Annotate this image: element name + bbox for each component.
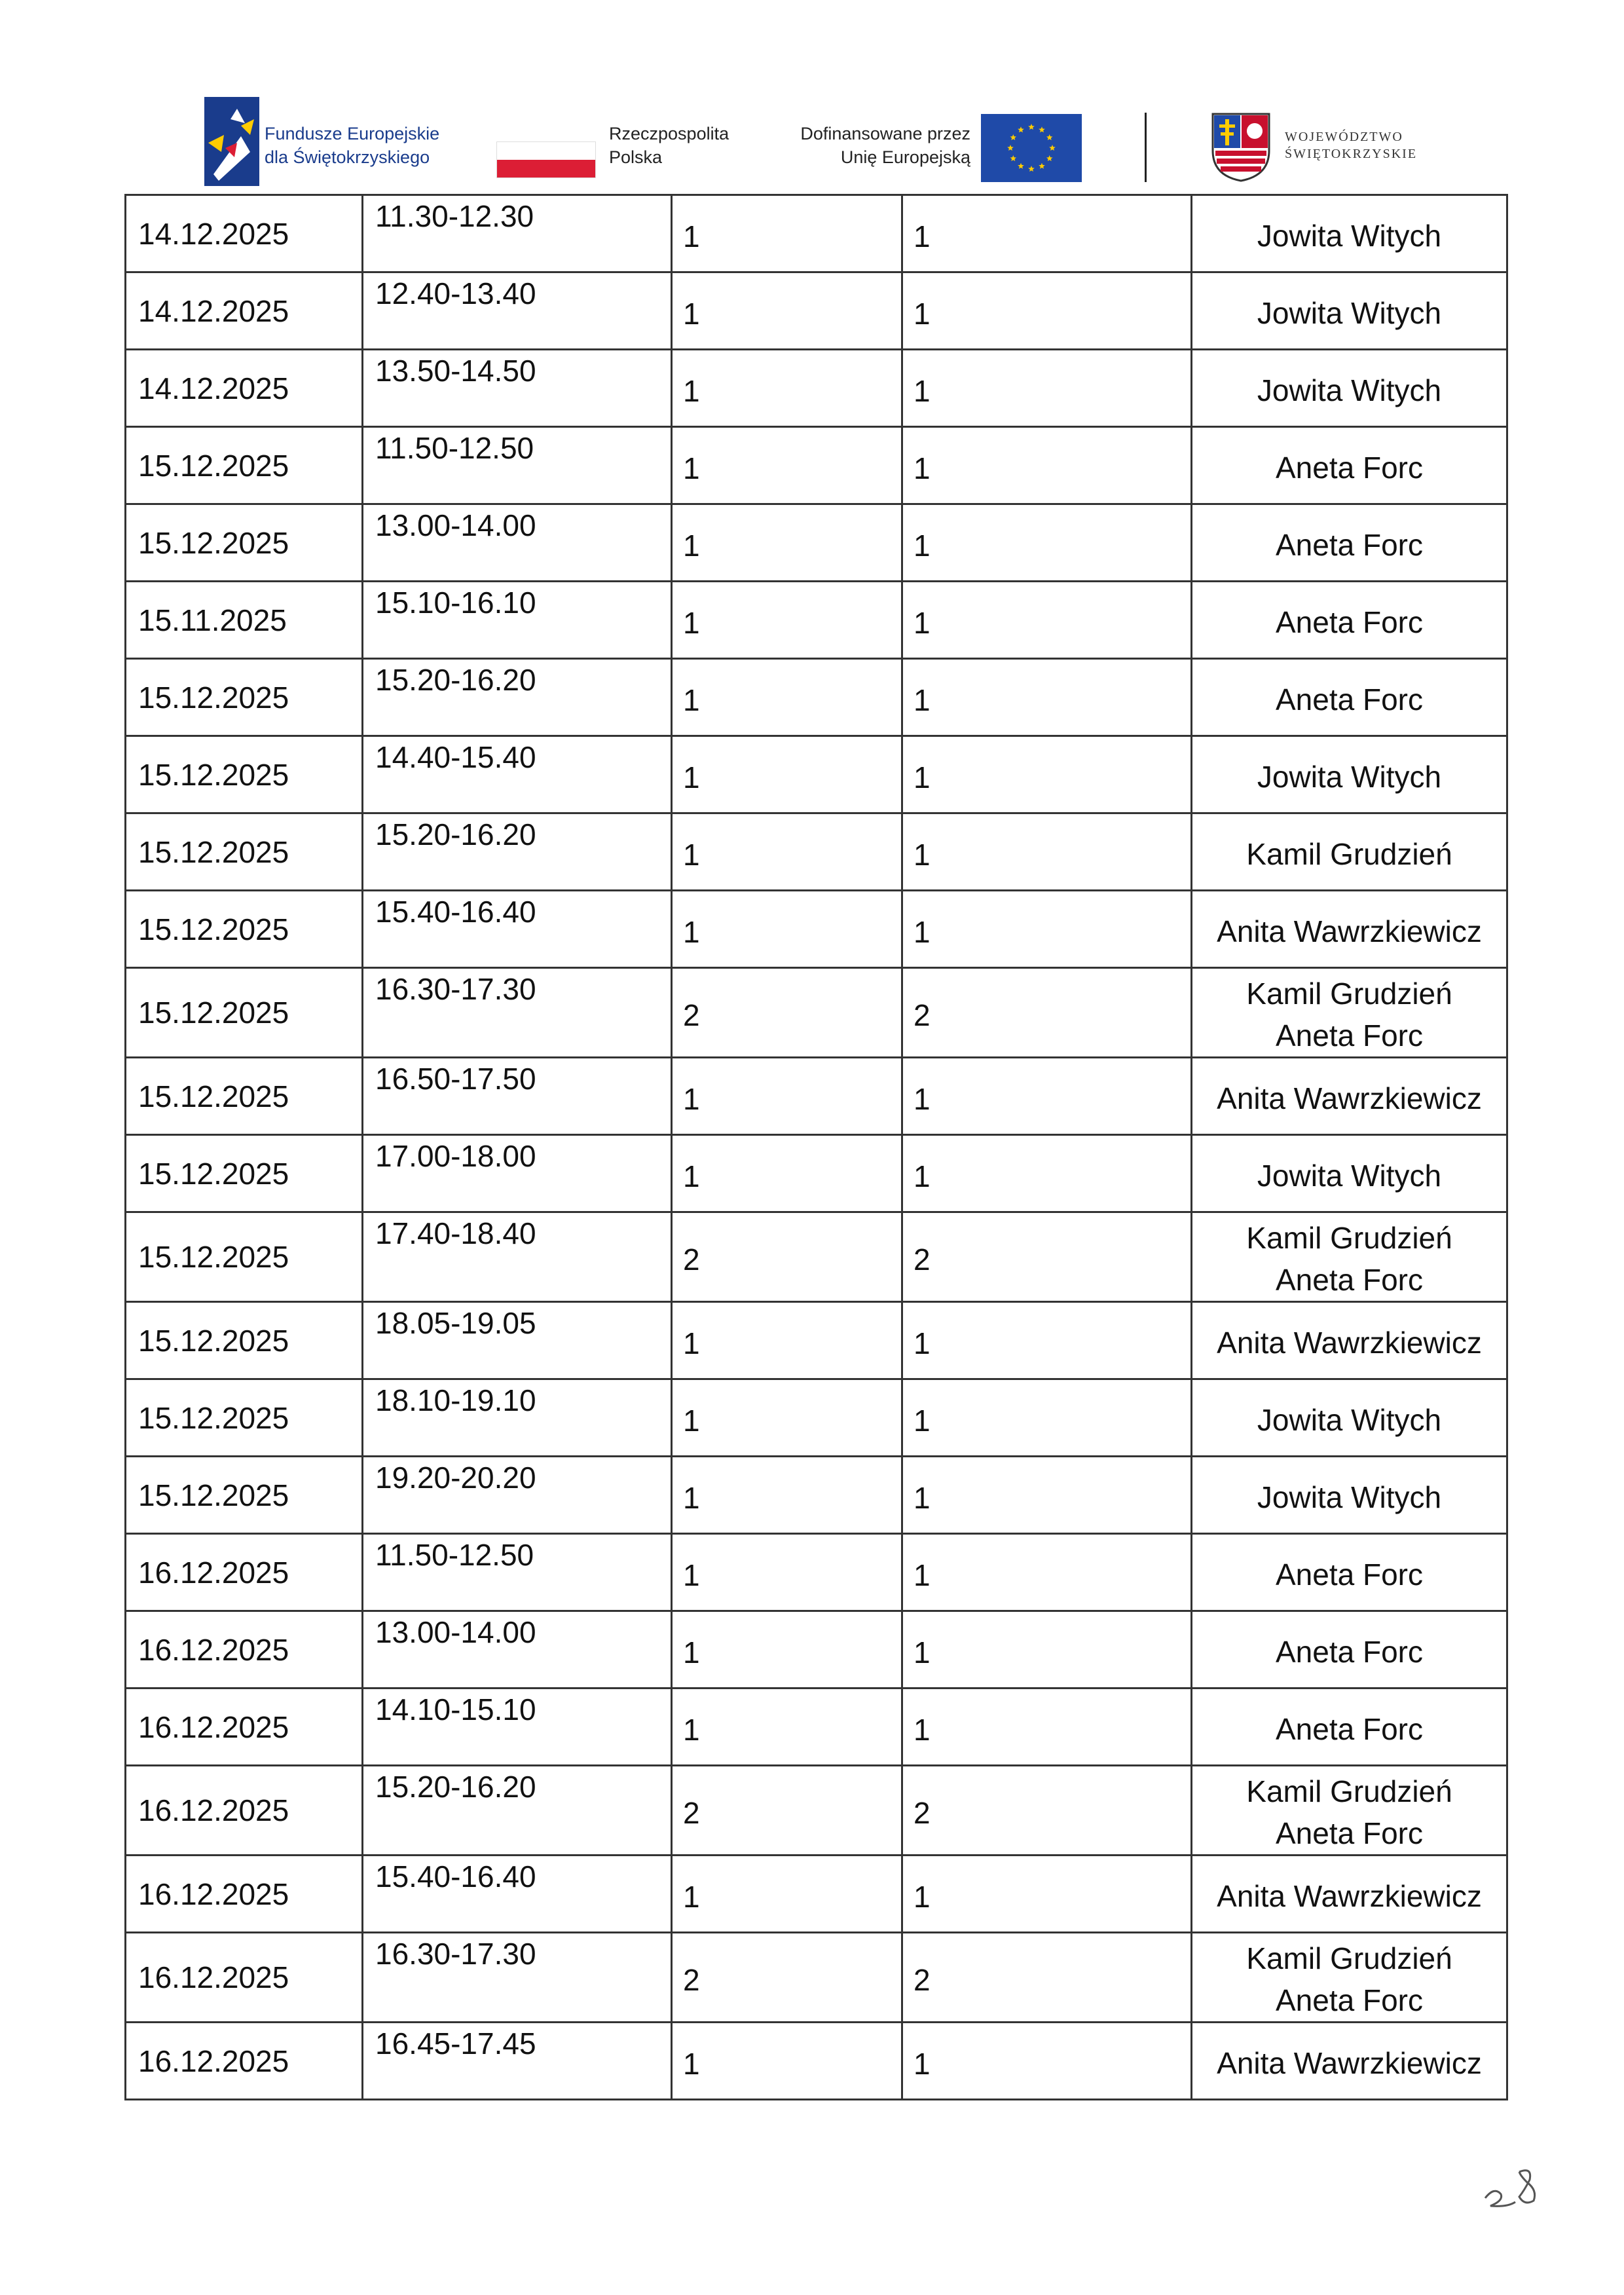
count-cell: 2 — [672, 1212, 902, 1302]
trainer-name: Aneta Forc — [1276, 1711, 1423, 1746]
trainer-cell — [1192, 1379, 1507, 1457]
date-cell: 15.12.2025 — [126, 968, 363, 1058]
table-row — [126, 195, 1507, 272]
trainer-name: Kamil Grudzień — [1246, 977, 1452, 1011]
time-cell: 14.40-15.40 — [363, 736, 672, 813]
table-row — [126, 272, 1507, 350]
count-cell: 1 — [672, 1302, 902, 1379]
trainer-name: Kamil Grudzień — [1246, 1221, 1452, 1255]
table-row — [126, 1212, 1507, 1302]
ue-text — [781, 122, 970, 169]
time-cell: 13.00-14.00 — [363, 1611, 672, 1689]
count-cell: 1 — [672, 659, 902, 736]
trainer-cell — [1192, 272, 1507, 350]
count-cell: 1 — [672, 582, 902, 659]
count-cell: 1 — [672, 350, 902, 427]
trainer-name: Anita Wawrzkiewicz — [1217, 1878, 1482, 1913]
time-cell: 16.45-17.45 — [363, 2023, 672, 2100]
count-cell: 2 — [672, 1766, 902, 1856]
trainer-name: Kamil Grudzień — [1246, 836, 1452, 871]
trainer-name: Aneta Forc — [1276, 605, 1423, 639]
time-cell: 11.30-12.30 — [363, 195, 672, 272]
trainer-cell — [1192, 1856, 1507, 1933]
date-cell: 16.12.2025 — [126, 1534, 363, 1611]
table-row — [126, 968, 1507, 1058]
trainer-name: Jowita Witych — [1257, 1158, 1442, 1193]
date-cell: 15.12.2025 — [126, 427, 363, 504]
rp-line1: Rzeczpospolita — [609, 124, 729, 143]
trainer-cell — [1192, 1135, 1507, 1212]
schedule-table-body — [126, 195, 1507, 2100]
time-cell: 16.50-17.50 — [363, 1058, 672, 1135]
trainer-cell — [1192, 1766, 1507, 1856]
time-cell: 16.30-17.30 — [363, 968, 672, 1058]
count-cell: 1 — [902, 736, 1192, 813]
count-cell: 1 — [902, 1457, 1192, 1534]
count-cell: 1 — [902, 195, 1192, 272]
date-cell: 15.12.2025 — [126, 1379, 363, 1457]
date-cell: 16.12.2025 — [126, 1856, 363, 1933]
time-cell: 15.20-16.20 — [363, 813, 672, 891]
count-cell: 1 — [672, 1856, 902, 1933]
trainer-cell — [1192, 504, 1507, 582]
trainer-cell — [1192, 659, 1507, 736]
table-row — [126, 736, 1507, 813]
trainer-cell — [1192, 1933, 1507, 2023]
count-cell: 1 — [672, 813, 902, 891]
trainer-cell — [1192, 736, 1507, 813]
time-cell: 15.40-16.40 — [363, 1856, 672, 1933]
date-cell: 15.12.2025 — [126, 1302, 363, 1379]
count-cell: 2 — [672, 1933, 902, 2023]
table-row — [126, 2023, 1507, 2100]
count-cell: 1 — [902, 1856, 1192, 1933]
count-cell: 1 — [672, 1457, 902, 1534]
count-cell: 1 — [672, 1689, 902, 1766]
date-cell: 16.12.2025 — [126, 1933, 363, 2023]
count-cell: 2 — [902, 1766, 1192, 1856]
table-row — [126, 427, 1507, 504]
time-cell: 12.40-13.40 — [363, 272, 672, 350]
trainer-cell — [1192, 1534, 1507, 1611]
trainer-name: Anita Wawrzkiewicz — [1217, 2045, 1482, 2080]
table-row — [126, 1856, 1507, 1933]
trainer-cell — [1192, 1611, 1507, 1689]
count-cell: 1 — [672, 427, 902, 504]
date-cell: 15.12.2025 — [126, 1212, 363, 1302]
page-header — [0, 0, 1624, 196]
count-cell: 2 — [902, 1212, 1192, 1302]
fe-logo-text — [265, 122, 439, 169]
count-cell: 1 — [902, 1611, 1192, 1689]
trainer-name: Aneta Forc — [1276, 1983, 1423, 2017]
trainer-name: Kamil Grudzień — [1246, 1774, 1452, 1808]
count-cell: 1 — [672, 1379, 902, 1457]
trainer-name: Kamil Grudzień — [1246, 1941, 1452, 1975]
table-row — [126, 504, 1507, 582]
trainer-name: Anita Wawrzkiewicz — [1217, 1081, 1482, 1115]
trainer-name: Aneta Forc — [1276, 1557, 1423, 1592]
date-cell: 16.12.2025 — [126, 1689, 363, 1766]
count-cell: 1 — [672, 504, 902, 582]
date-cell: 15.12.2025 — [126, 891, 363, 968]
time-cell: 11.50-12.50 — [363, 427, 672, 504]
trainer-name: Aneta Forc — [1276, 450, 1423, 485]
schedule-table — [124, 194, 1508, 2100]
time-cell: 14.10-15.10 — [363, 1689, 672, 1766]
woj-line2: ŚWIĘTOKRZYSKIE — [1285, 147, 1418, 161]
trainer-name: Anita Wawrzkiewicz — [1217, 914, 1482, 948]
trainer-name: Aneta Forc — [1276, 1634, 1423, 1669]
woj-text — [1285, 128, 1417, 162]
count-cell: 2 — [902, 968, 1192, 1058]
count-cell: 1 — [902, 1135, 1192, 1212]
eu-flag-icon — [981, 114, 1082, 182]
table-row — [126, 1135, 1507, 1212]
table-row — [126, 1302, 1507, 1379]
trainer-cell — [1192, 1457, 1507, 1534]
trainer-cell — [1192, 968, 1507, 1058]
header-separator — [1145, 113, 1147, 182]
count-cell: 2 — [672, 968, 902, 1058]
trainer-cell — [1192, 1058, 1507, 1135]
table-row — [126, 1933, 1507, 2023]
count-cell: 1 — [672, 1135, 902, 1212]
count-cell: 1 — [672, 891, 902, 968]
count-cell: 1 — [672, 272, 902, 350]
date-cell: 15.12.2025 — [126, 1457, 363, 1534]
table-row — [126, 582, 1507, 659]
date-cell: 15.12.2025 — [126, 1135, 363, 1212]
date-cell: 14.12.2025 — [126, 272, 363, 350]
trainer-cell — [1192, 1689, 1507, 1766]
table-row — [126, 891, 1507, 968]
table-row — [126, 1379, 1507, 1457]
time-cell: 11.50-12.50 — [363, 1534, 672, 1611]
trainer-cell — [1192, 350, 1507, 427]
handwritten-signature-icon — [1481, 2160, 1540, 2212]
count-cell: 1 — [902, 813, 1192, 891]
time-cell: 15.40-16.40 — [363, 891, 672, 968]
ue-line1: Dofinansowane przez — [800, 124, 970, 143]
date-cell: 15.12.2025 — [126, 813, 363, 891]
trainer-cell — [1192, 1212, 1507, 1302]
count-cell: 1 — [902, 582, 1192, 659]
count-cell: 1 — [672, 1058, 902, 1135]
rp-text — [609, 122, 729, 169]
time-cell: 17.40-18.40 — [363, 1212, 672, 1302]
date-cell: 15.12.2025 — [126, 736, 363, 813]
trainer-cell — [1192, 813, 1507, 891]
time-cell: 19.20-20.20 — [363, 1457, 672, 1534]
time-cell: 15.10-16.10 — [363, 582, 672, 659]
date-cell: 15.12.2025 — [126, 659, 363, 736]
time-cell: 18.05-19.05 — [363, 1302, 672, 1379]
date-cell: 14.12.2025 — [126, 195, 363, 272]
date-cell: 16.12.2025 — [126, 1611, 363, 1689]
time-cell: 15.20-16.20 — [363, 1766, 672, 1856]
count-cell: 1 — [902, 350, 1192, 427]
count-cell: 1 — [672, 736, 902, 813]
fe-logo-line2: dla Świętokrzyskiego — [265, 147, 430, 167]
trainer-cell — [1192, 891, 1507, 968]
count-cell: 2 — [902, 1933, 1192, 2023]
trainer-name: Jowita Witych — [1257, 218, 1442, 253]
time-cell: 18.10-19.10 — [363, 1379, 672, 1457]
count-cell: 1 — [902, 891, 1192, 968]
time-cell: 17.00-18.00 — [363, 1135, 672, 1212]
rp-line2: Polska — [609, 147, 663, 167]
count-cell: 1 — [672, 2023, 902, 2100]
swietokrzyskie-coat-of-arms-icon — [1210, 111, 1272, 183]
count-cell: 1 — [902, 1534, 1192, 1611]
woj-line1: WOJEWÓDZTWO — [1285, 130, 1403, 144]
table-row — [126, 1611, 1507, 1689]
date-cell: 15.12.2025 — [126, 1058, 363, 1135]
table-row — [126, 1534, 1507, 1611]
count-cell: 1 — [672, 195, 902, 272]
trainer-name: Jowita Witych — [1257, 759, 1442, 794]
trainer-cell — [1192, 1302, 1507, 1379]
count-cell: 1 — [902, 2023, 1192, 2100]
table-row — [126, 1058, 1507, 1135]
time-cell: 15.20-16.20 — [363, 659, 672, 736]
ue-line2: Unię Europejską — [840, 147, 970, 167]
count-cell: 1 — [902, 1302, 1192, 1379]
table-row — [126, 350, 1507, 427]
count-cell: 1 — [902, 1689, 1192, 1766]
count-cell: 1 — [902, 504, 1192, 582]
trainer-name: Aneta Forc — [1276, 1018, 1423, 1053]
count-cell: 1 — [672, 1534, 902, 1611]
trainer-cell — [1192, 427, 1507, 504]
count-cell: 1 — [902, 1379, 1192, 1457]
trainer-cell — [1192, 2023, 1507, 2100]
count-cell: 1 — [902, 659, 1192, 736]
table-row — [126, 813, 1507, 891]
trainer-cell — [1192, 582, 1507, 659]
count-cell: 1 — [672, 1611, 902, 1689]
date-cell: 15.12.2025 — [126, 504, 363, 582]
table-row — [126, 1766, 1507, 1856]
table-row — [126, 659, 1507, 736]
trainer-name: Aneta Forc — [1276, 682, 1423, 717]
count-cell: 1 — [902, 1058, 1192, 1135]
date-cell: 14.12.2025 — [126, 350, 363, 427]
trainer-name: Jowita Witych — [1257, 373, 1442, 407]
trainer-name: Anita Wawrzkiewicz — [1217, 1325, 1482, 1360]
time-cell: 13.00-14.00 — [363, 504, 672, 582]
trainer-name: Jowita Witych — [1257, 295, 1442, 330]
trainer-name: Aneta Forc — [1276, 1263, 1423, 1297]
date-cell: 16.12.2025 — [126, 2023, 363, 2100]
count-cell: 1 — [902, 427, 1192, 504]
time-cell: 13.50-14.50 — [363, 350, 672, 427]
trainer-name: Jowita Witych — [1257, 1480, 1442, 1514]
trainer-cell — [1192, 195, 1507, 272]
count-cell: 1 — [902, 272, 1192, 350]
table-row — [126, 1689, 1507, 1766]
polish-flag-icon — [496, 141, 596, 178]
trainer-name: Aneta Forc — [1276, 1816, 1423, 1850]
date-cell: 15.11.2025 — [126, 582, 363, 659]
trainer-name: Aneta Forc — [1276, 527, 1423, 562]
table-row — [126, 1457, 1507, 1534]
fe-logo-line1: Fundusze Europejskie — [265, 124, 440, 143]
fundusze-europejskie-logo-icon — [204, 97, 259, 186]
trainer-name: Jowita Witych — [1257, 1402, 1442, 1437]
time-cell: 16.30-17.30 — [363, 1933, 672, 2023]
date-cell: 16.12.2025 — [126, 1766, 363, 1856]
